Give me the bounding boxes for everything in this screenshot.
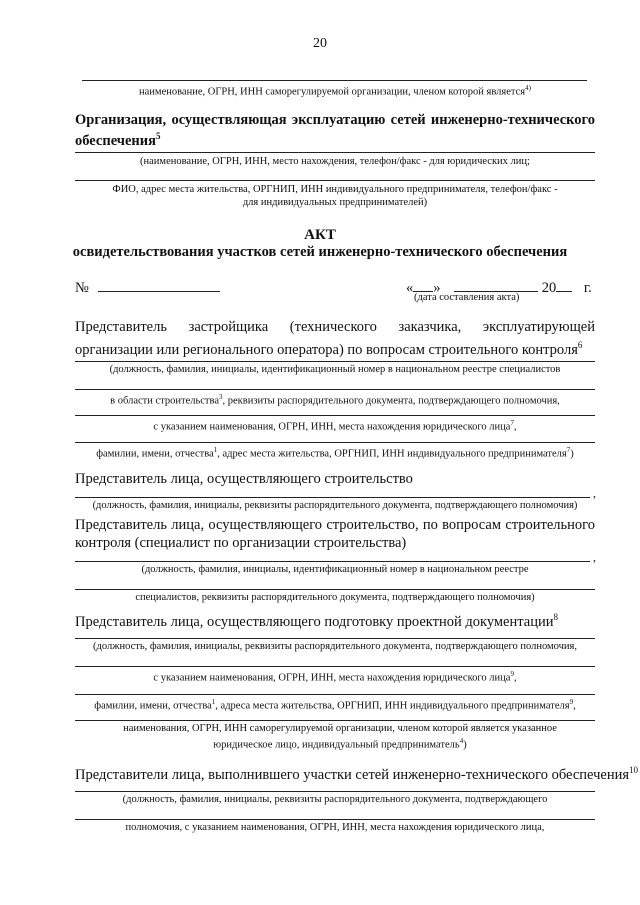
caption-text: , — [573, 700, 576, 712]
rep-performer-caption-2: полномочия, с указанием наименования, ОГРН, ИНН, места нахождения юридического лица, — [125, 822, 545, 833]
fill-line[interactable] — [75, 415, 595, 416]
caption-text: фамилии, имени, отчества — [96, 448, 214, 460]
rep-text: Представитель лица, осуществляющего подготовку проектной документации — [75, 613, 554, 630]
footnote-ref: 7 — [566, 446, 571, 454]
rep-performer-caption-1: (должность, фамилия, инициалы, реквизиты распорядительного документа, подтверждающего — [122, 794, 548, 805]
caption-text: с указанием наименования, ОГРН, ИНН, места нахождения юридического лица — [153, 421, 511, 433]
rep-customer-caption-2 — [75, 391, 595, 408]
rep-performer — [75, 761, 638, 784]
fill-line[interactable] — [75, 638, 595, 639]
caption-text: , адреса места жительства, ОРГНИП, ИНН индивидуального предпринимателя — [215, 700, 570, 712]
fill-line[interactable] — [75, 819, 595, 820]
caption-text: , адрес места жительства, ОРГНИП, ИНН индивидуального предпринимателя — [217, 448, 567, 460]
fill-line[interactable] — [75, 720, 595, 721]
caption-text: , — [513, 421, 517, 433]
rep-designer-caption-2 — [75, 668, 595, 685]
caption-text: , — [513, 672, 517, 684]
rep-builder-control-caption-1: (должность, фамилия, инициалы, идентификационный номер в национальном реестре — [141, 564, 529, 575]
fill-line[interactable] — [75, 666, 595, 667]
footnote-ref: 1 — [213, 446, 218, 454]
fill-line[interactable] — [75, 152, 595, 153]
number-label: № — [75, 280, 89, 296]
footnote-ref: 6 — [577, 340, 583, 350]
footnote-ref: 7 — [510, 419, 514, 427]
word: инженерно-технического — [430, 112, 596, 128]
fill-line[interactable] — [75, 389, 595, 390]
fill-line[interactable] — [75, 561, 590, 562]
footnote-ref: 4) — [525, 84, 531, 92]
caption-text: фамилии, имени, отчества — [94, 700, 212, 712]
footnote-ref: 3 — [218, 393, 223, 401]
act-number-field[interactable] — [98, 277, 220, 292]
rep-designer-caption-4 — [120, 722, 560, 752]
footnote-ref: 9 — [569, 698, 574, 706]
org-caption-legal: (наименование, ОГРН, ИНН, место нахождения, телефон/факс - для юридических лиц; — [140, 156, 530, 167]
year-suffix: г. — [583, 280, 592, 296]
rep-text: Представители лица, выполнившего участки сетей инженерно-технического обеспечения — [75, 766, 630, 783]
rep-customer-caption-1: (должность, фамилия, инициалы, идентификационный номер в национальном реестре специалистов — [109, 364, 561, 375]
footnote-ref: 4 — [459, 737, 464, 745]
fill-line[interactable] — [75, 361, 595, 362]
footnote-ref: 5 — [155, 131, 161, 141]
word: сетей — [390, 112, 426, 128]
act-title: АКТ — [304, 227, 336, 243]
rep-designer — [75, 608, 558, 631]
fill-line[interactable] — [82, 80, 587, 81]
word: осуществляющая — [171, 112, 287, 128]
word: обеспечения — [75, 132, 156, 149]
footnote-ref: 8 — [553, 612, 558, 622]
month-field[interactable] — [454, 277, 538, 292]
word: Организация, — [75, 112, 167, 128]
rep-designer-caption-1: (должность, фамилия, инициалы, реквизиты распорядительного документа, подтверждающего полномочия, — [93, 641, 577, 652]
footnote-ref: 10 — [629, 765, 639, 775]
sro-caption — [75, 82, 595, 99]
rep-builder: Представитель лица, осуществляющего строительство — [75, 471, 413, 487]
rep-customer-caption-4 — [75, 444, 595, 461]
footnote-ref: 1 — [211, 698, 216, 706]
act-number — [75, 277, 220, 297]
caption-text: в области строительства — [110, 395, 219, 407]
rep-customer-caption-3 — [75, 417, 595, 434]
caption-text: ) — [570, 448, 574, 460]
caption-text: с указанием наименования, ОГРН, ИНН, места нахождения юридического лица — [153, 672, 511, 684]
page-number: 20 — [313, 36, 327, 51]
rep-customer — [75, 318, 595, 359]
quote-open: « — [406, 280, 414, 296]
fill-line[interactable] — [75, 694, 595, 695]
quote-close: » — [433, 280, 441, 296]
caption-text: , реквизиты распорядительного документа, подтверждающего полномочия, — [222, 395, 560, 407]
org-caption-individual: ФИО, адрес места жительства, ОРГНИП, ИНН индивидуального предпринимателя, телефон/факс - для индивидуальных предпринимателей) — [112, 184, 558, 208]
fill-line[interactable] — [75, 589, 595, 590]
rep-builder-caption: (должность, фамилия, инициалы, реквизиты распорядительного документа, подтверждающего полномочия) — [92, 500, 578, 511]
comma: , — [593, 550, 596, 564]
rep-designer-caption-3 — [75, 696, 595, 713]
rep-builder-control-caption-2: специалистов, реквизиты распорядительного документа, подтверждающего полномочия) — [135, 592, 535, 603]
caption-text: наименования, ОГРН, ИНН саморегулируемой организации, членом которой является указанное юридическое лицо, индивидуальный предприниматель — [123, 723, 557, 751]
fill-line[interactable] — [75, 791, 595, 792]
year-field[interactable] — [556, 277, 572, 292]
date-caption: (дата составления акта) — [414, 292, 520, 303]
fill-line[interactable] — [75, 497, 590, 498]
comma: , — [593, 486, 596, 500]
rep-text: Представитель застройщика (технического заказчика, эксплуатирующей организации или регионального оператора) по вопросам строительного контроля — [75, 319, 595, 358]
caption-text: ) — [463, 739, 467, 751]
footnote-ref: 9 — [510, 670, 514, 678]
rep-builder-control: Представитель лица, осуществляющего строительство, по вопросам строительного контроля (специалист по организации строительства) — [75, 517, 595, 551]
caption-text: наименование, ОГРН, ИНН саморегулируемой организации, членом которой является — [139, 86, 526, 98]
year-prefix: 20 — [541, 280, 557, 296]
org-heading-line2 — [75, 127, 160, 150]
word: эксплуатацию — [291, 112, 386, 128]
day-field[interactable] — [413, 277, 433, 292]
fill-line[interactable] — [75, 180, 595, 181]
fill-line[interactable] — [75, 442, 595, 443]
act-subtitle: освидетельствования участков сетей инженерно-технического обеспечения — [72, 244, 568, 260]
